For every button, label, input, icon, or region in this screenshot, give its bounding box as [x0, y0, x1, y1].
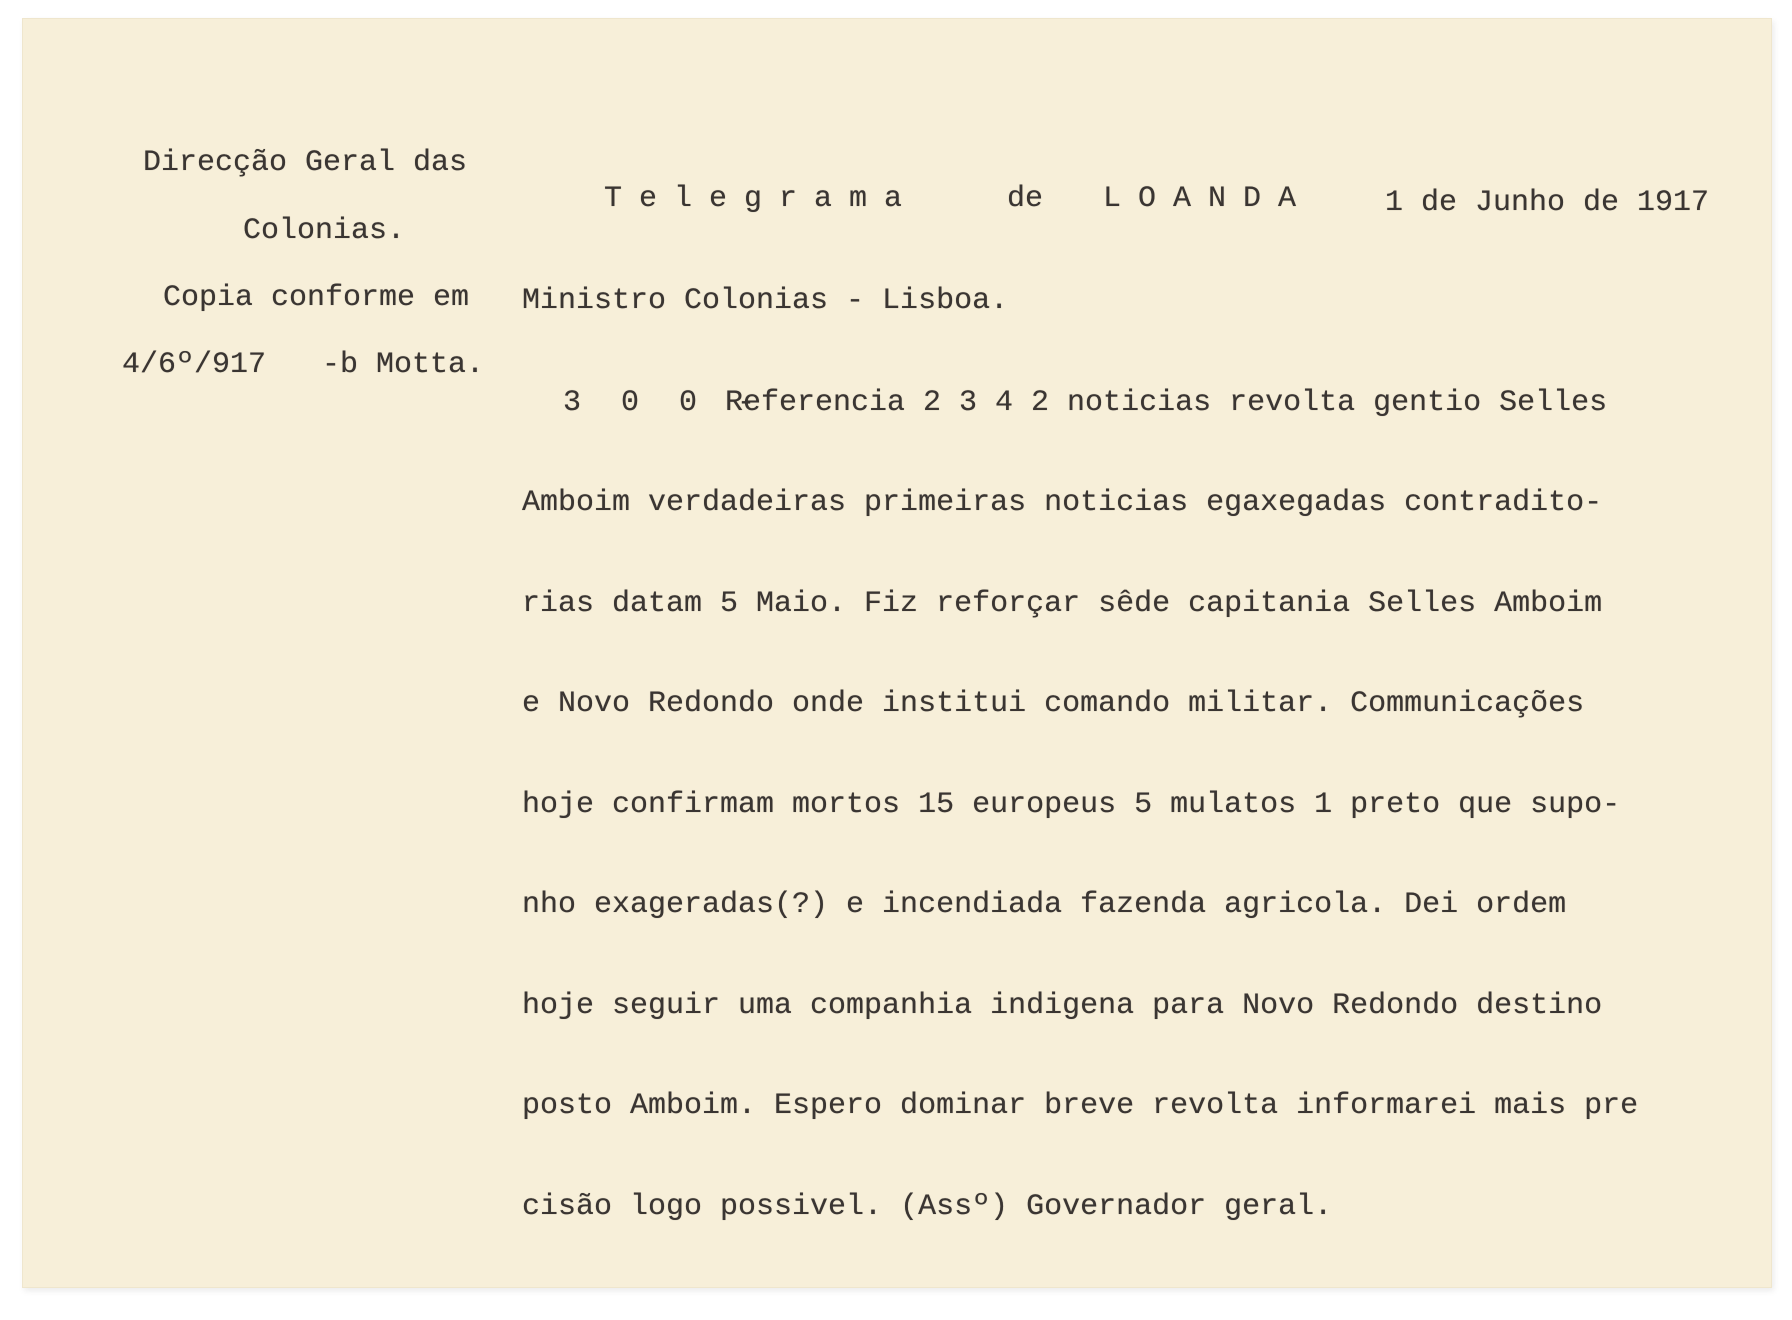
telegram-de: de	[1007, 182, 1044, 216]
telegram-word: Telegrama	[604, 182, 920, 216]
message-line: e Novo Redondo onde institui comando militar. Communicações	[522, 687, 1585, 721]
telegram-place: LOANDA	[1103, 182, 1314, 216]
message-number: 3 0 0 -	[563, 386, 767, 420]
message-line: rias datam 5 Maio. Fiz reforçar sêde capitania Selles Amboim	[522, 587, 1603, 621]
telegram-date: 1 de Junho de 1917	[1385, 186, 1710, 220]
message-line: posto Amboim. Espero dominar breve revolta informarei mais pre	[522, 1089, 1639, 1123]
filing-date: 4/6º/917	[122, 348, 267, 382]
message-line: nho exageradas(?) e incendiada fazenda agricola. Dei ordem	[522, 888, 1567, 922]
message-line: Amboim verdadeiras primeiras noticias egaxegadas contradito-	[522, 486, 1603, 520]
message-line: Referencia 2 3 4 2 noticias revolta gentio Selles	[725, 386, 1608, 420]
office-name-line1: Direcção Geral das	[143, 146, 468, 180]
signature-note: -b Motta.	[322, 348, 485, 382]
office-name-line2: Colonias.	[243, 214, 406, 248]
message-line: hoje confirmam mortos 15 europeus 5 mulatos 1 preto que supo-	[522, 788, 1621, 822]
copy-note: Copia conforme em	[163, 281, 470, 315]
message-line: hoje seguir uma companhia indigena para Novo Redondo destino	[522, 989, 1603, 1023]
message-line: cisão logo possivel. (Assº) Governador geral.	[522, 1190, 1333, 1224]
recipient: Ministro Colonias - Lisboa.	[522, 284, 1009, 318]
